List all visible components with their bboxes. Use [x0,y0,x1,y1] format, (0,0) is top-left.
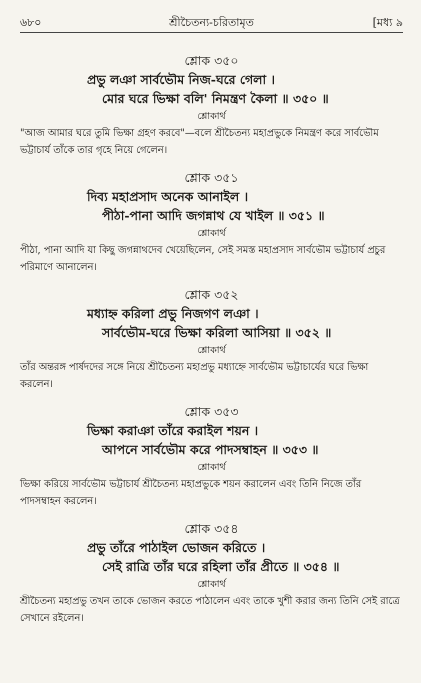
translation-label: শ্লোকার্থ [197,462,226,473]
verse-block [20,52,403,159]
translation-text: শ্রীচৈতন্য মহাপ্রভু তখন তাকে ভোজন করতে পাঠালেন এবং তাকে খুশী করার জন্য তিনি সেই রাত্রে সেখানে রইলেন। [20,596,400,624]
section-label: [মধ্য ৯ [372,16,403,29]
verse-heading: শ্লোক ৩৫৪ [184,521,239,536]
translation-label: শ্লোকার্থ [197,579,226,590]
verse-block [20,520,403,627]
translation-label: শ্লোকার্থ [197,228,226,239]
verse-heading: শ্লোক ৩৫৩ [184,404,239,419]
book-title: শ্রীচৈতন্য-চরিতামৃত [169,16,254,29]
verse-line-1: ভিক্ষা করাঞা তাঁরে করাইল শয়ন । [87,423,259,438]
verse-heading: শ্লোক ৩৫২ [184,287,239,302]
translation-label: শ্লোকার্থ [197,345,226,356]
verse-block [20,286,403,393]
verse-line-2: সেই রাত্রি তাঁর ঘরে রহিলা তাঁর প্রীতে ॥ ৩৫৪ ॥ [102,559,340,574]
verse-heading: শ্লোক ৩৫০ [184,53,239,68]
verse-line-2: আপনে সার্বভৌম করে পাদসম্বাহন ॥ ৩৫৩ ॥ [102,442,319,457]
verse-line-1: মধ্যাহ্ন করিলা প্রভু নিজগণ লঞা । [87,306,259,321]
verse-line-1: প্রভু তাঁরে পাঠাইল ভোজন করিতে । [87,540,266,555]
translation-label: শ্লোকার্থ [197,111,226,122]
translation-text: "আজ আমার ঘরে তুমি ভিক্ষা গ্রহণ করবে"—বলে শ্রীচৈতন্য মহাপ্রভুকে নিমন্ত্রণ করে সার্বভৌম ভট্টাচার্য তাঁকে তার গৃহে নিয়ে গেলেন। [20,128,379,156]
verse-line-1: প্রভু লঞা সার্বভৌম নিজ-ঘরে গেলা । [87,72,275,87]
verse-line-2: সার্বভৌম-ঘরে ভিক্ষা করিলা আসিয়া ॥ ৩৫২ ॥ [102,325,332,340]
page-body [20,52,403,637]
translation-text: পীঠা, পানা আদি যা কিছু জগন্নাথদেব খেয়েছিলেন, সেই সমস্ত মহাপ্রসাদ সার্বভৌম ভট্টাচার্য প্রচুর পরিমাণে আনালেন। [20,245,386,273]
page-header [20,10,403,32]
header-rule [20,32,403,33]
verse-line-2: পীঠা-পানা আদি জগন্নাথ যে খাইল ॥ ৩৫১ ॥ [102,208,325,223]
verse-block [20,169,403,276]
translation-text: তাঁর অন্তরঙ্গ পার্ষদদের সঙ্গে নিয়ে শ্রীচৈতন্য মহাপ্রভু মধ্যাহ্নে সার্বভৌম ভট্টাচার্যের ঘরে ভিক্ষা করলেন। [20,362,369,390]
verse-block [20,403,403,510]
translation-text: ভিক্ষা করিয়ে সার্বভৌম ভট্টাচার্য শ্রীচৈতন্য মহাপ্রভুকে শয়ন করালেন এবং তিনি নিজে তাঁর পাদসম্বাহন করলেন। [20,479,362,507]
verse-line-2: মোর ঘরে ভিক্ষা বলি' নিমন্ত্রণ কৈলা ॥ ৩৫০ ॥ [102,91,329,106]
verse-heading: শ্লোক ৩৫১ [184,170,239,185]
verse-line-1: দিব্য মহাপ্রসাদ অনেক আনাইল । [87,189,249,204]
page-number: ৬৮০ [20,16,42,29]
